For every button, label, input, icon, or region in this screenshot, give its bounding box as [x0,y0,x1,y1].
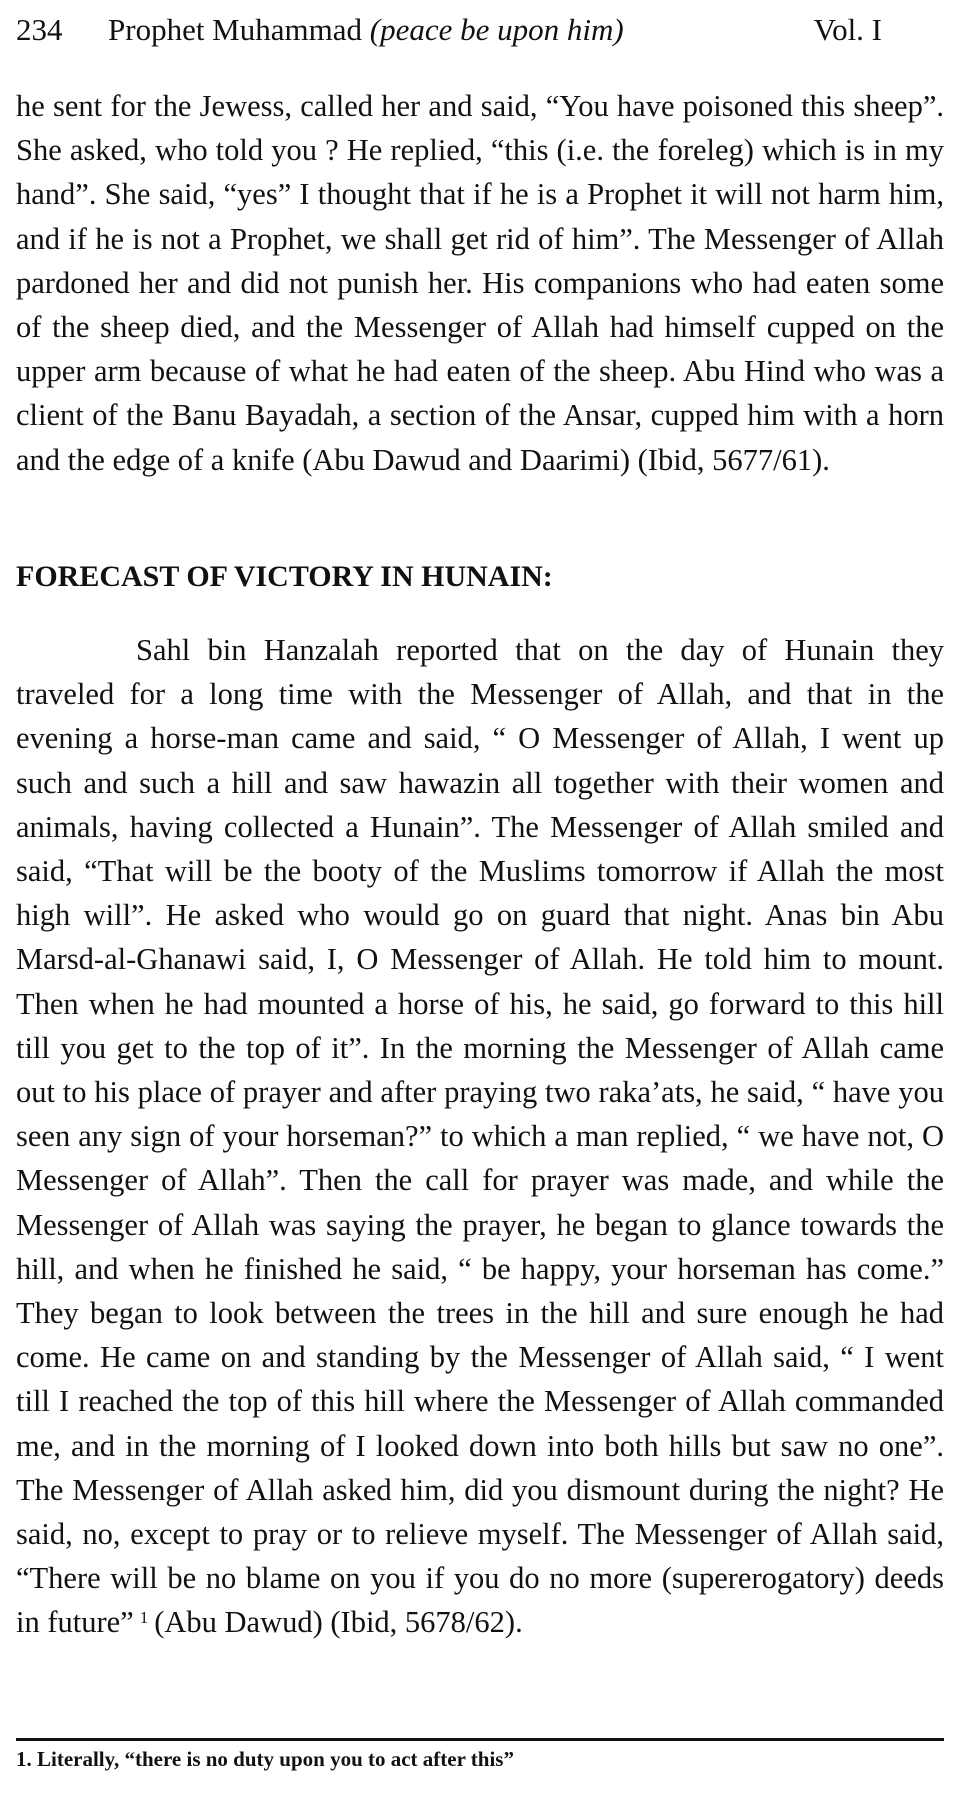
book-title-main: Prophet Muhammad [108,12,362,47]
document-page [16,0,944,1796]
section-paragraph-citation: (Abu Dawud) (Ibid, 5678/62). [154,1605,523,1640]
section-heading: FORECAST OF VICTORY IN HUNAIN: [16,560,553,593]
book-title [108,8,624,52]
footnote-reference[interactable]: 1 [139,1608,149,1628]
running-head [16,8,944,52]
paragraph-continued: he sent for the Jewess, called her and said, “You have poisoned this sheep”. She asked, who told you ? He replied, “this (i.e. the foreleg) which is in my hand”. She said, “yes” I thought that if he is a Prophet it will not harm him, and if he is not a Prophet, we shall get rid of him”. The Messenger of Allah pardoned her and did not punish her. His companions who had eaten some of the sheep died, and the Messenger of Allah had himself cupped on the upper arm because of what he had eaten of the sheep. Abu Hind who was a client of the Banu Bayadah, a section of the Ansar, cupped him with a horn and the edge of a knife (Abu Dawud and Daarimi) (Ibid, 5677/61). [16,89,944,477]
page-number: 234 [16,12,63,47]
section-paragraph [16,628,944,1645]
book-title-italic: (peace be upon him) [369,12,624,47]
footnote: 1. Literally, “there is no duty upon you to act after this” [16,1747,514,1771]
section-paragraph-text: Sahl bin Hanzalah reported that on the day of Hunain they traveled for a long time with the Messenger of Allah, and that in the evening a horse-man came and said, “ O Messenger of Allah, I went up such and such a hill and saw hawazin all together with their women and animals, having collected a Hunain”. The Messenger of Allah smiled and said, “That will be the booty of the Muslims tomorrow if Allah the most high will”. He asked who would go on guard that night. Anas bin Abu Marsd-al-Ghanawi said, I, O Messenger of Allah. He told him to mount. Then when he had mounted a horse of his, he said, go forward to this hill till you get to the top of it”. In the morning the Messenger of Allah came out to his place of prayer and after praying two raka’ats, he said, “ have you seen any sign of your horseman?” to which a man replied, “ we have not, O Messenger of Allah”. Then the call for prayer was made, and while the Messenger of Allah was saying the prayer, he began to glance towards the hill, and when he finished he said, “ be happy, your horseman has come.” They began to look between the trees in the hill and sure enough he had come. He came on and standing by the Messenger of Allah said, “ I went till I reached the top of this hill where the Messenger of Allah commanded me, and in the morning of I looked down into both hills but saw no one”. The Messenger of Allah asked him, did you dismount during the night? He said, no, except to pray or to relieve myself. The Messenger of Allah said, “There will be no blame on you if you do no more (supererogatory) deeds in future” [16,633,944,1640]
volume-label: Vol. I [813,12,882,47]
footnote-divider [16,1738,944,1741]
